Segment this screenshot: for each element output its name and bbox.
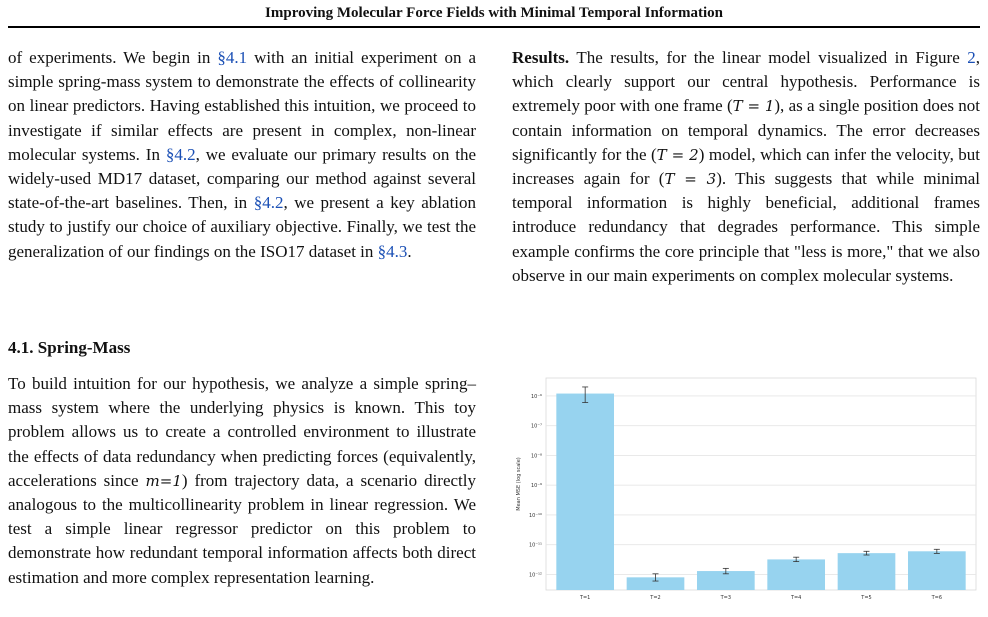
text-run: The results, for the linear model visualized in Figure bbox=[569, 48, 968, 67]
y-tick-label: 10⁻¹² bbox=[528, 572, 542, 579]
section-link-4-3[interactable]: §4.3 bbox=[377, 241, 408, 261]
x-tick-label: T=4 bbox=[790, 595, 802, 601]
y-tick-label: 10⁻¹¹ bbox=[528, 542, 542, 549]
x-tick-label: T=5 bbox=[861, 595, 872, 601]
y-tick-label: 10⁻⁹ bbox=[530, 483, 542, 490]
text-run: , we evaluate our primary results on the widely-used MD17 dataset, comparing our method against several state-of-the-art baselines. Then, in bbox=[8, 144, 476, 213]
bar-t4 bbox=[767, 559, 825, 590]
y-axis-label: Mean MSE (log scale) bbox=[516, 457, 522, 511]
bar-t6 bbox=[908, 551, 966, 590]
text-run: ) model, which can infer the velocity, but increases again for ( bbox=[512, 144, 981, 189]
bar-t1 bbox=[556, 394, 614, 590]
text-run: with an initial experiment on a simple spring-mass system to demonstrate the effects of collinearity on linear predictors. Having established this intuition, we proceed to investigate if similar effects are present in complex, non-linear molecular systems. In bbox=[8, 48, 476, 164]
running-header: Improving Molecular Force Fields with Minimal Temporal Information bbox=[265, 5, 723, 21]
inline-math-t2: T = 2 bbox=[656, 145, 699, 164]
mse-bar-chart bbox=[512, 372, 982, 608]
intro-paragraph bbox=[8, 46, 476, 264]
left-column-intro bbox=[8, 46, 476, 264]
y-tick-label: 10⁻⁶ bbox=[530, 393, 542, 400]
spring-mass-paragraph bbox=[8, 372, 476, 590]
text-run: , which clearly support our central hypothesis. Performance is extremely poor with one frame ( bbox=[512, 48, 980, 116]
section-link-4-1[interactable]: §4.1 bbox=[217, 48, 248, 67]
text-run: ) from trajectory data, a scenario directly analogous to the multicollinearity problem in linear regression. We test a simple linear regressor predictor on this problem to demonstrate how redundant temporal information affects both direct estimation and more complex representation learning. bbox=[8, 470, 476, 587]
text-run: of experiments. We begin in bbox=[8, 48, 218, 67]
results-lead: Results. bbox=[512, 48, 570, 67]
section-link-4-2-second[interactable]: §4.2 bbox=[253, 193, 284, 213]
section-heading: 4.1. Spring-Mass bbox=[8, 338, 131, 357]
text-run: , we present a key ablation study to justify our choice of auxiliary objective. Finally, we test the generalization of our findings on the ISO17 dataset in bbox=[8, 193, 477, 261]
y-tick-label: 10⁻¹⁰ bbox=[528, 512, 542, 519]
text-run: ). This suggests that while minimal temporal information is highly beneficial, additional frames introduce redundancy that degrades performance. This simple example confirms the core principle that "less is more," that we also observe in our main experiments on complex molecular systems. bbox=[512, 169, 980, 285]
inline-math: m=1 bbox=[145, 471, 182, 490]
x-tick-label: T=1 bbox=[579, 595, 591, 601]
figure-link-2[interactable]: 2 bbox=[967, 48, 976, 67]
results-text bbox=[512, 46, 980, 288]
bar-t5 bbox=[838, 553, 896, 590]
x-tick-label: T=6 bbox=[931, 595, 943, 601]
inline-math-t1: T = 1 bbox=[732, 97, 775, 116]
header-rule bbox=[8, 26, 980, 28]
section-link-4-2[interactable]: §4.2 bbox=[165, 144, 196, 164]
y-tick-label: 10⁻⁸ bbox=[530, 453, 542, 460]
y-tick-label: 10⁻⁷ bbox=[530, 423, 542, 430]
text-run: ), as a single position does not contain information on temporal dynamics. The error decreases significantly for the ( bbox=[512, 96, 980, 164]
text-run: To build intuition for our hypothesis, we analyze a simple spring–mass system where the underlying physics is known. This toy problem allows us to create a controlled environment to illustrate the effects of data redundancy when predicting forces (equivalently, accelerations since bbox=[8, 374, 476, 490]
x-tick-label: T=2 bbox=[650, 595, 661, 601]
inline-math-t3: T = 3 bbox=[664, 170, 717, 189]
text-run: . bbox=[407, 241, 412, 261]
x-tick-label: T=3 bbox=[720, 595, 732, 601]
results-paragraph bbox=[512, 46, 980, 288]
